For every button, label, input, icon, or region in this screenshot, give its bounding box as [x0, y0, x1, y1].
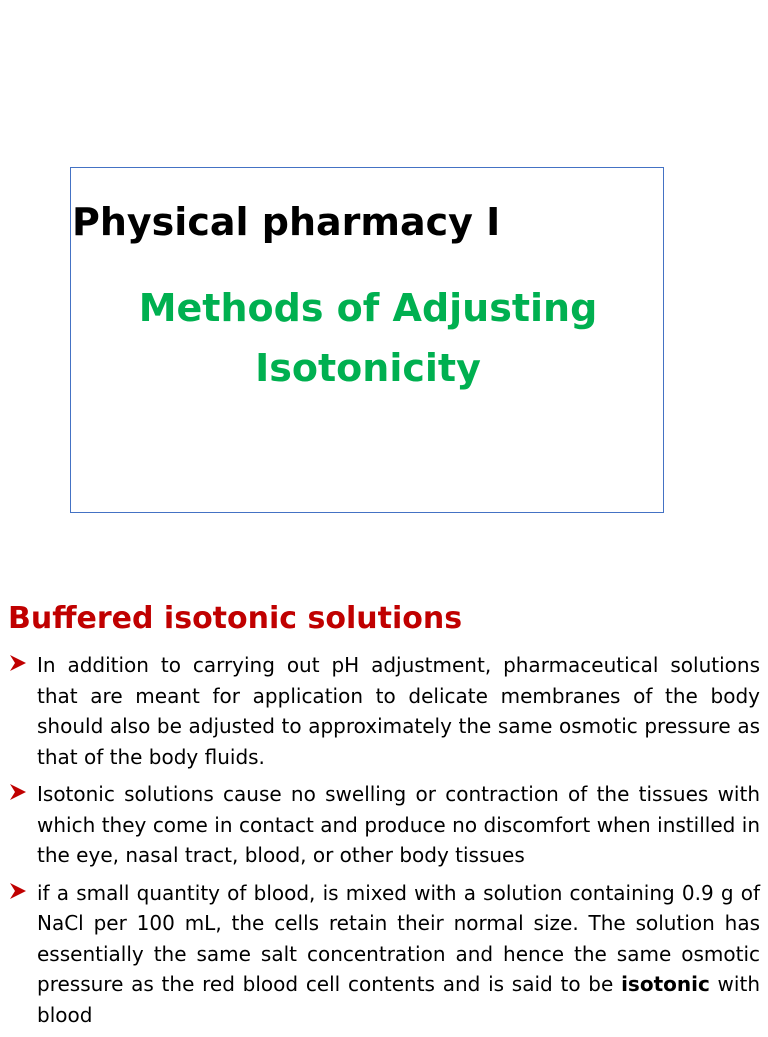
- bullet-item: [8, 878, 760, 1031]
- lecture-title: [70, 278, 666, 398]
- bullet-item: [8, 779, 760, 871]
- bullet-text-tail: with blood: [37, 972, 760, 1027]
- bullet-text: Isotonic solutions cause no swelling or contraction of the tissues with which they come in contact and produce no discomfort when instilled in the eye, nasal tract, blood, or other body tissues: [37, 782, 760, 867]
- arrow-bullet-icon: [8, 881, 28, 901]
- bullet-item: [8, 650, 760, 772]
- bullet-text: if a small quantity of blood, is mixed with a solution containing 0.9 g of NaCl per 100 mL, the cells retain their normal size. The solution has essentially the same salt concentration and hence the same osmotic pressure as the red blood cell contents and is said to be: [37, 880, 760, 996]
- bullet-text: In addition to carrying out pH adjustment, pharmaceutical solutions that are meant for application to delicate membranes of the body should also be adjusted to approximately the same osmotic pressure as that of the body fluids.: [37, 653, 760, 769]
- course-title: Physical pharmacy I: [72, 200, 501, 244]
- lecture-title-line-1: Methods of Adjusting: [138, 286, 598, 330]
- bold-term: isotonic: [621, 972, 710, 996]
- section-heading: Buffered isotonic solutions: [8, 601, 463, 636]
- arrow-bullet-icon: [8, 653, 28, 673]
- arrow-bullet-icon: [8, 782, 28, 802]
- bullet-list: [8, 650, 760, 1037]
- lecture-title-line-2: Isotonicity: [255, 346, 481, 390]
